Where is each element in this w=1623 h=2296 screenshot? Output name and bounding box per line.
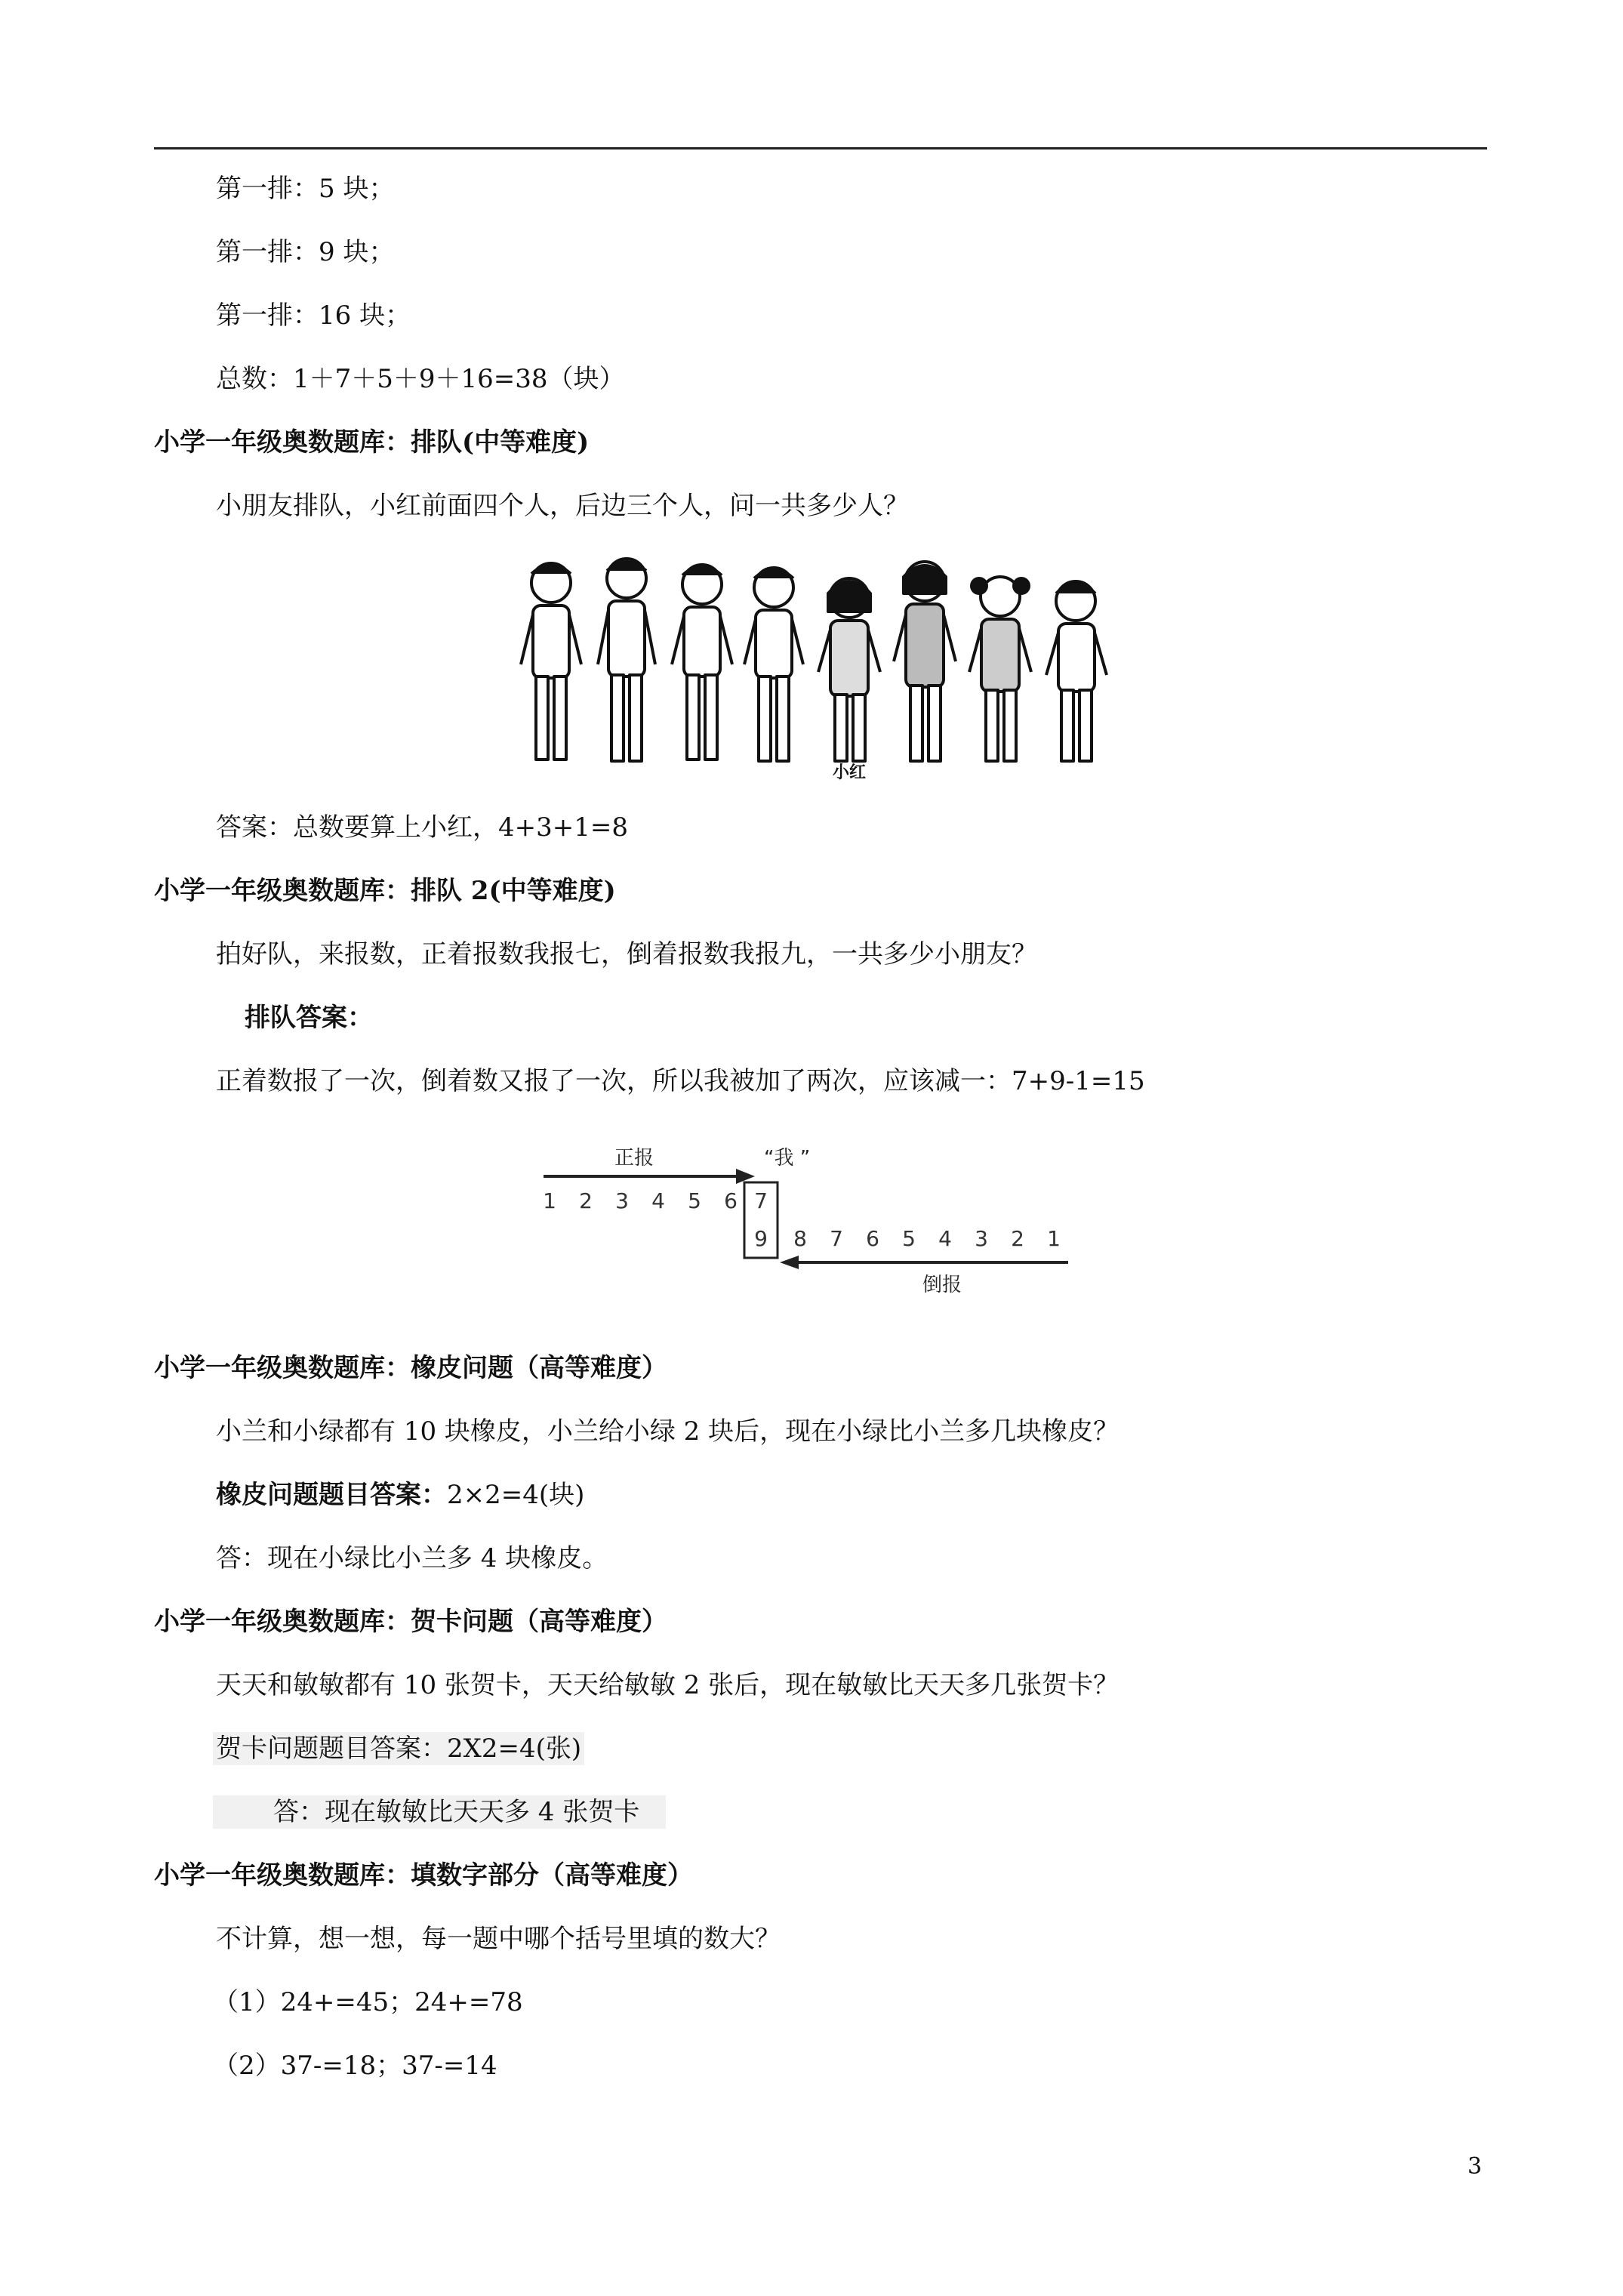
child-figure <box>969 577 1031 761</box>
eraser-question: 小兰和小绿都有 10 块橡皮，小兰给小绿 2 块后，现在小绿比小兰多几块橡皮？ <box>216 1416 1119 1447</box>
forward-number: 6 <box>724 1188 738 1213</box>
header-rule <box>154 147 1487 149</box>
row1-line: 第一排：5 块； <box>216 174 395 204</box>
box-bottom-number: 9 <box>754 1226 768 1251</box>
eraser-heading: 小学一年级奥数题库：橡皮问题（高等难度） <box>154 1353 667 1383</box>
backward-number: 7 <box>830 1226 843 1251</box>
fill-item-2: （2）37-=18；37-=14 <box>213 2051 497 2081</box>
forward-number: 2 <box>579 1188 593 1213</box>
backward-number: 1 <box>1047 1226 1061 1251</box>
child-figure-xiaohong <box>818 578 880 761</box>
children-queue-illustration <box>513 551 1117 785</box>
page-number: 3 <box>1467 2153 1483 2180</box>
card-question: 天天和敏敏都有 10 张贺卡，天天给敏敏 2 张后，现在敏敏比天天多几张贺卡？ <box>216 1670 1119 1700</box>
eraser-reply: 答：现在小绿比小兰多 4 块橡皮。 <box>216 1543 608 1573</box>
forward-number: 3 <box>615 1188 629 1213</box>
card-heading: 小学一年级奥数题库：贺卡问题（高等难度） <box>154 1607 667 1637</box>
queue-heading: 小学一年级奥数题库：排队(中等难度) <box>154 427 590 458</box>
backward-number: 5 <box>902 1226 916 1251</box>
queue2-question: 拍好队，来报数，正着报数我报七，倒着报数我报九，一共多少小朋友？ <box>216 939 1037 969</box>
forward-number: 4 <box>651 1188 665 1213</box>
eraser-answer-label: 橡皮问题题目答案： <box>216 1480 447 1510</box>
backward-arrow-head <box>780 1256 799 1269</box>
fill-question: 不计算，想一想，每一题中哪个括号里填的数大？ <box>216 1924 781 1954</box>
total-line: 总数：1＋7＋5＋9＋16=38（块） <box>216 364 625 394</box>
child-figure <box>744 568 803 761</box>
forward-label: 正报 <box>614 1147 654 1170</box>
fill-item-1: （1）24+=45；24+=78 <box>213 1987 523 2017</box>
backward-number: 6 <box>866 1226 879 1251</box>
card-reply-block <box>213 1795 666 1829</box>
child-figure <box>1046 581 1107 761</box>
queue-answer: 答案：总数要算上小红，4+3+1=8 <box>216 812 628 843</box>
child-figure <box>521 563 581 760</box>
fill-heading: 小学一年级奥数题库：填数字部分（高等难度） <box>154 1860 693 1891</box>
card-reply: 答：现在敏敏比天天多 4 张贺卡 <box>273 1797 640 1827</box>
queue2-heading: 小学一年级奥数题库：排队 2(中等难度) <box>154 876 616 906</box>
row2-line: 第一排：9 块； <box>216 237 395 267</box>
backward-number: 2 <box>1011 1226 1024 1251</box>
eraser-answer-line <box>216 1478 584 1512</box>
child-figure <box>598 559 655 761</box>
queue2-answer: 正着数报了一次，倒着数又报了一次，所以我被加了两次，应该减一：7+9-1=15 <box>216 1066 1145 1096</box>
box-top-number: 7 <box>754 1188 768 1213</box>
queue2-answer-title: 排队答案： <box>245 1003 373 1033</box>
child-figure <box>894 562 956 761</box>
row3-line: 第一排：16 块； <box>216 300 411 331</box>
backward-number: 8 <box>793 1226 807 1251</box>
card-answer: 贺卡问题题目答案：2X2=4(张) <box>213 1732 584 1765</box>
forward-number: 1 <box>543 1188 556 1213</box>
backward-number: 4 <box>938 1226 952 1251</box>
queue-question: 小朋友排队，小红前面四个人，后边三个人，问一共多少人？ <box>216 491 909 521</box>
backward-number: 3 <box>975 1226 988 1251</box>
xiaohong-label: 小红 <box>832 763 867 782</box>
me-label: “我 ” <box>764 1147 811 1170</box>
backward-label: 倒报 <box>922 1274 962 1296</box>
eraser-answer-value: 2×2=4(块) <box>447 1480 585 1510</box>
child-figure <box>672 565 732 760</box>
forward-number: 5 <box>688 1188 701 1213</box>
counting-diagram <box>528 1133 1087 1299</box>
